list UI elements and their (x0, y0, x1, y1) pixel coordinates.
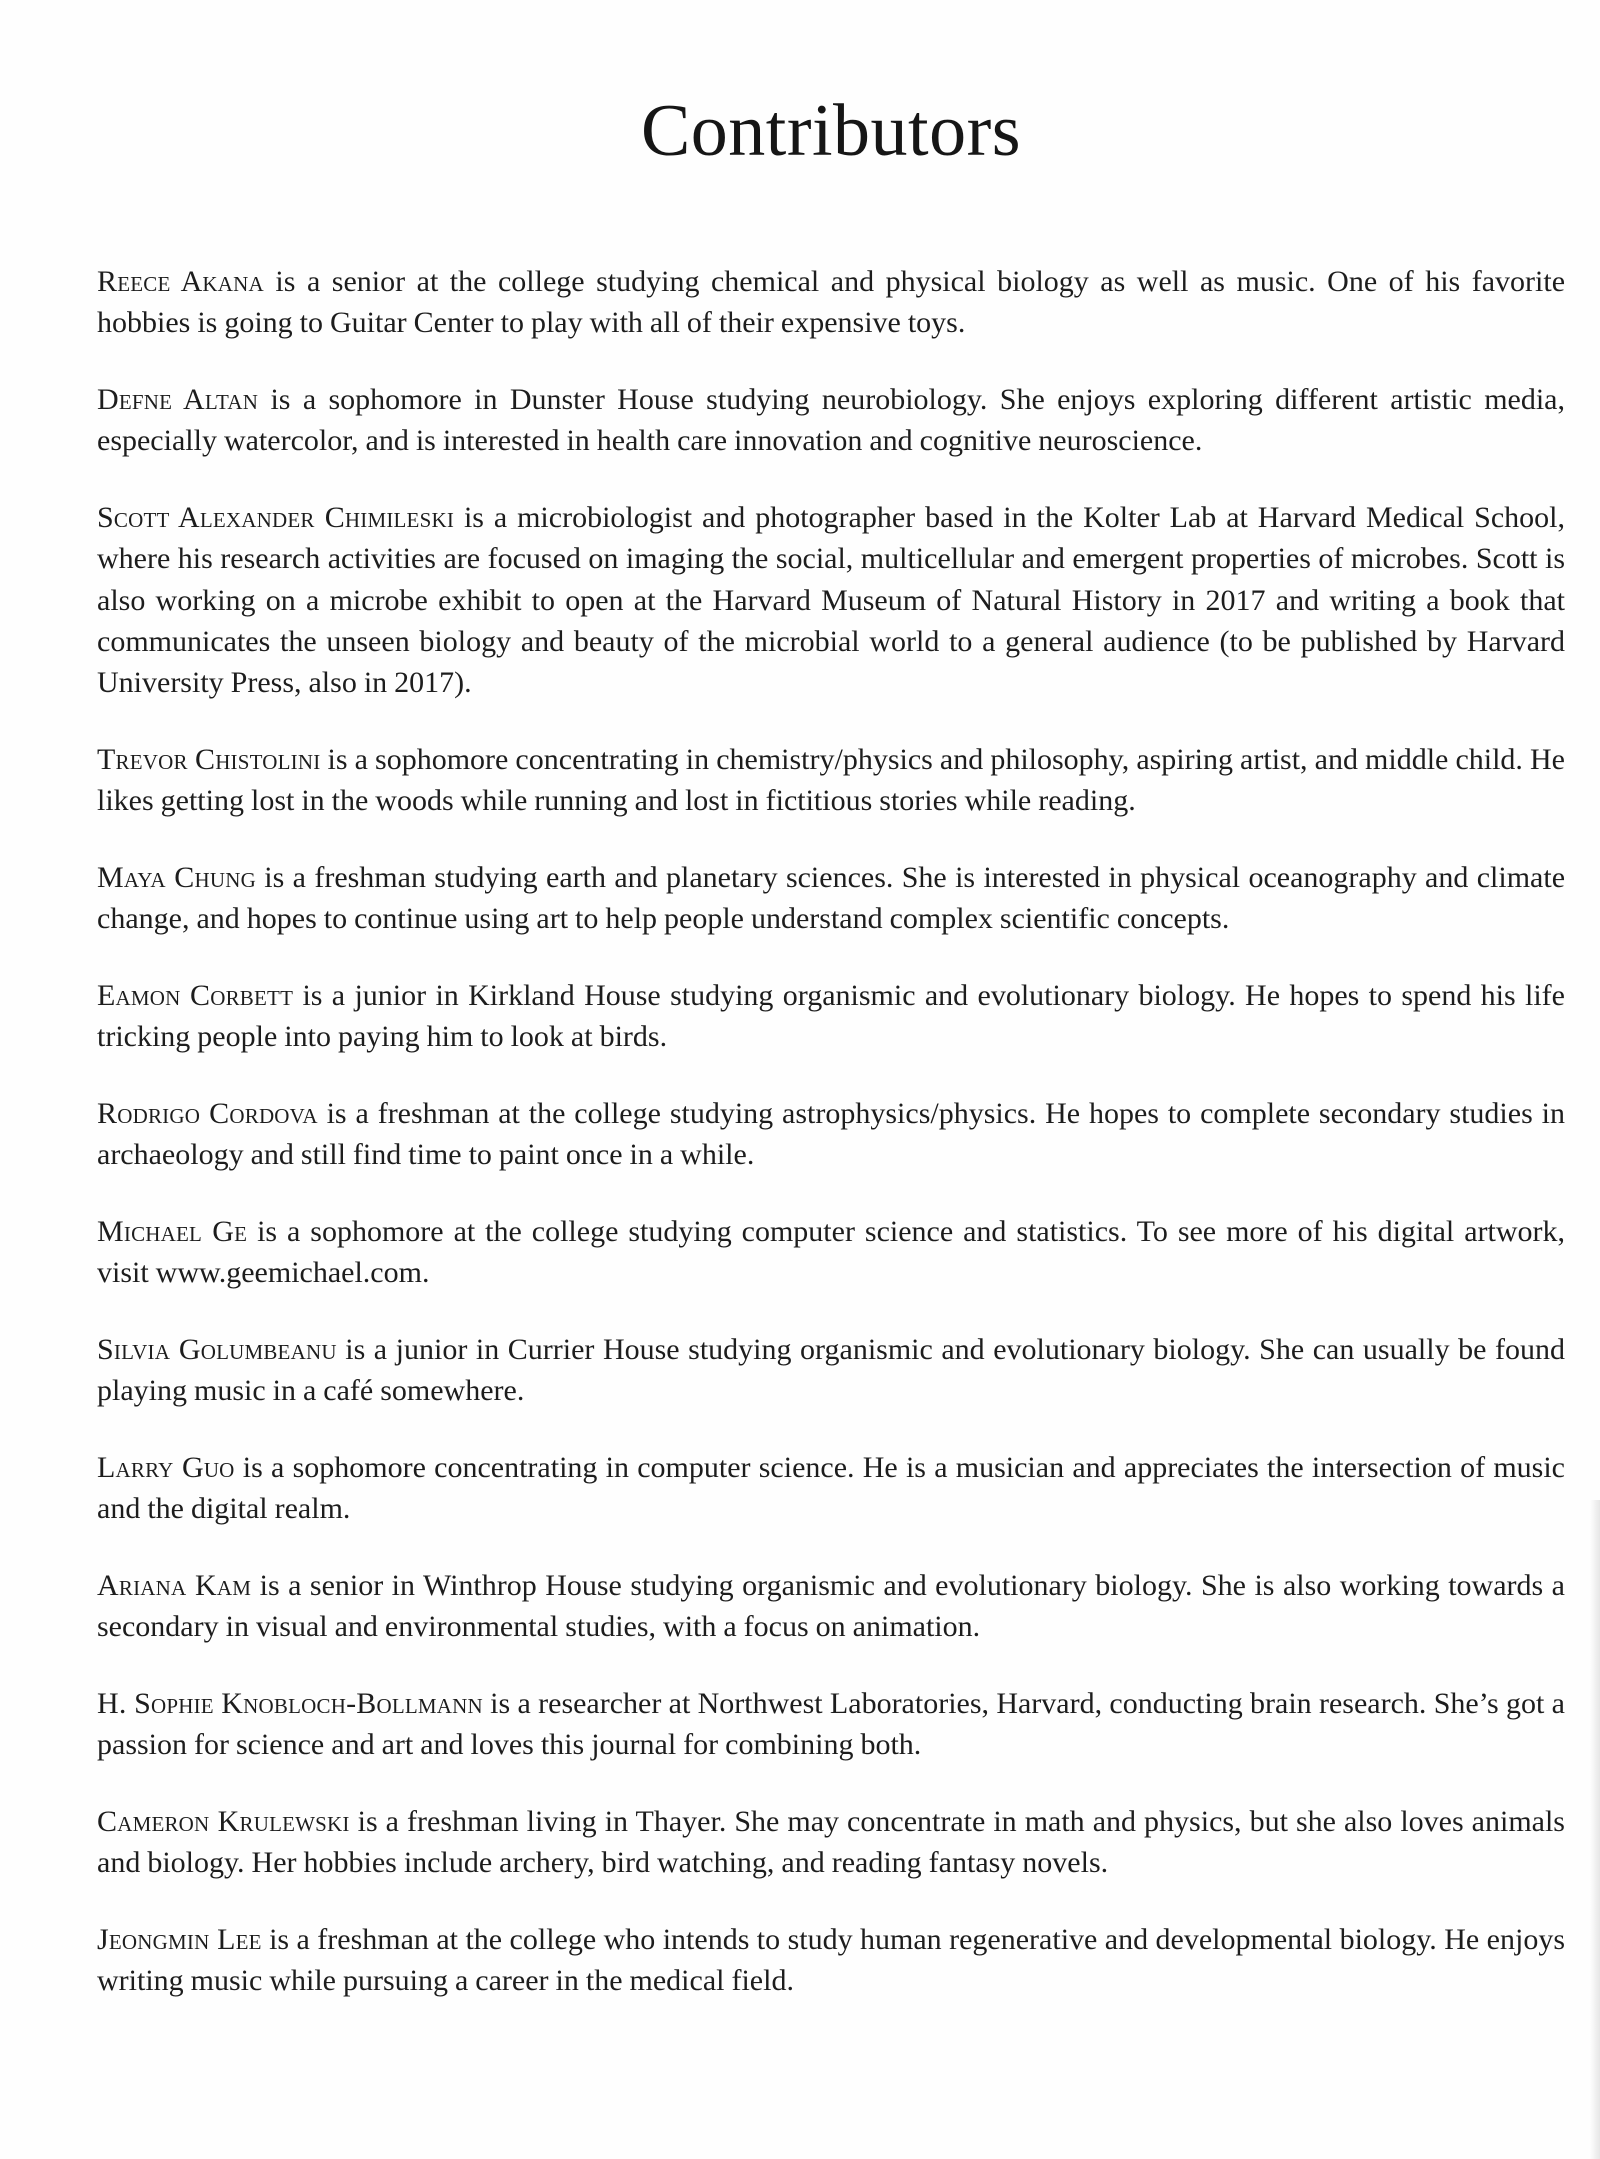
contributors-list (97, 261, 1565, 2037)
contributor-name: Jeongmin Lee (97, 1922, 262, 1956)
contributor-name: H. Sophie Knobloch-Bollmann (97, 1686, 483, 1720)
contributor-description: is a sophomore concentrating in chemistry/physics and philosophy, aspiring artist, and middle child. He likes getting lost in the woods while running and lost in fictitious stories while reading. (97, 742, 1565, 818)
contributor-bio (97, 975, 1565, 1058)
contributor-bio (97, 261, 1565, 344)
contributor-description: is a junior in Kirkland House studying organismic and evolutionary biology. He hopes to spend his life tricking people into paying him to look at birds. (97, 978, 1565, 1054)
contributor-description: is a freshman at the college studying astrophysics/physics. He hopes to complete secondary studies in archaeology and still find time to paint once in a while. (97, 1096, 1565, 1172)
contributor-name: Trevor Chistolini (97, 742, 321, 776)
contributor-description: is a sophomore concentrating in computer science. He is a musician and appreciates the intersection of music and the digital realm. (97, 1450, 1565, 1526)
contributor-bio (97, 739, 1565, 822)
contributor-bio (97, 1683, 1565, 1766)
contributor-name: Maya Chung (97, 860, 256, 894)
contributor-bio (97, 1329, 1565, 1412)
contributor-name: Defne Altan (97, 382, 259, 416)
contributor-name: Silvia Golumbeanu (97, 1332, 337, 1366)
contributor-bio (97, 379, 1565, 462)
contributor-bio (97, 1565, 1565, 1648)
contributor-name: Rodrigo Cordova (97, 1096, 318, 1130)
contributor-name: Scott Alexander Chimileski (97, 500, 455, 534)
contributor-description: is a freshman studying earth and planetary sciences. She is interested in physical oceanography and climate change, and hopes to continue using art to help people understand complex scientific concepts. (97, 860, 1566, 936)
contributor-bio (97, 1801, 1565, 1884)
contributor-description: is a senior at the college studying chemical and physical biology as well as music. One of his favorite hobbies is going to Guitar Center to play with all of their expensive toys. (97, 265, 1566, 340)
contributor-description: is a microbiologist and photographer based in the Kolter Lab at Harvard Medical School, where his research activities are focused on imaging the social, multicellular and emergent properties of microbes. Scott is also working on a microbe exhibit to open at the Harvard Museum of Natural History in 2017 and writing a book that communicates the unseen biology and beauty of the microbial world to a general audience (to be published by Harvard University Press, also in 2017). (97, 500, 1566, 700)
contributor-description: is a researcher at Northwest Laboratories, Harvard, conducting brain research. She’s got a passion for science and art and loves this journal for combining both. (97, 1686, 1565, 1762)
contributor-description: is a freshman living in Thayer. She may concentrate in math and physics, but she also loves animals and biology. Her hobbies include archery, bird watching, and reading fantasy novels. (97, 1804, 1565, 1879)
contributor-bio (97, 497, 1565, 703)
contributor-bio (97, 1919, 1565, 2002)
contributor-name: Michael Ge (97, 1214, 248, 1248)
contributor-bio (97, 1211, 1565, 1294)
contributor-name: Cameron Krulewski (97, 1804, 350, 1838)
contributor-description: is a sophomore at the college studying computer science and statistics. To see more of his digital artwork, visit www.geemichael.com. (97, 1214, 1565, 1290)
contributor-name: Larry Guo (97, 1450, 235, 1484)
contributor-description: is a junior in Currier House studying organismic and evolutionary biology. She can usually be found playing music in a café somewhere. (97, 1332, 1565, 1408)
contributor-name: Eamon Corbett (97, 978, 294, 1012)
contributor-description: is a sophomore in Dunster House studying neurobiology. She enjoys exploring different artistic media, especially watercolor, and is interested in health care innovation and cognitive neuroscience. (97, 382, 1565, 458)
scan-edge-shadow (1590, 1500, 1600, 2159)
contributor-description: is a senior in Winthrop House studying organismic and evolutionary biology. She is also working towards a secondary in visual and environmental studies, with a focus on animation. (97, 1568, 1565, 1644)
contributor-bio (97, 1093, 1565, 1176)
contributor-name: Ariana Kam (97, 1568, 252, 1602)
contributor-bio (97, 857, 1565, 940)
page-title: Contributors (640, 90, 1022, 172)
contributor-description: is a freshman at the college who intends to study human regenerative and developmental biology. He enjoys writing music while pursuing a career in the medical field. (97, 1922, 1565, 1997)
contributor-name: Reece Akana (97, 265, 264, 298)
contributor-bio (97, 1447, 1565, 1530)
